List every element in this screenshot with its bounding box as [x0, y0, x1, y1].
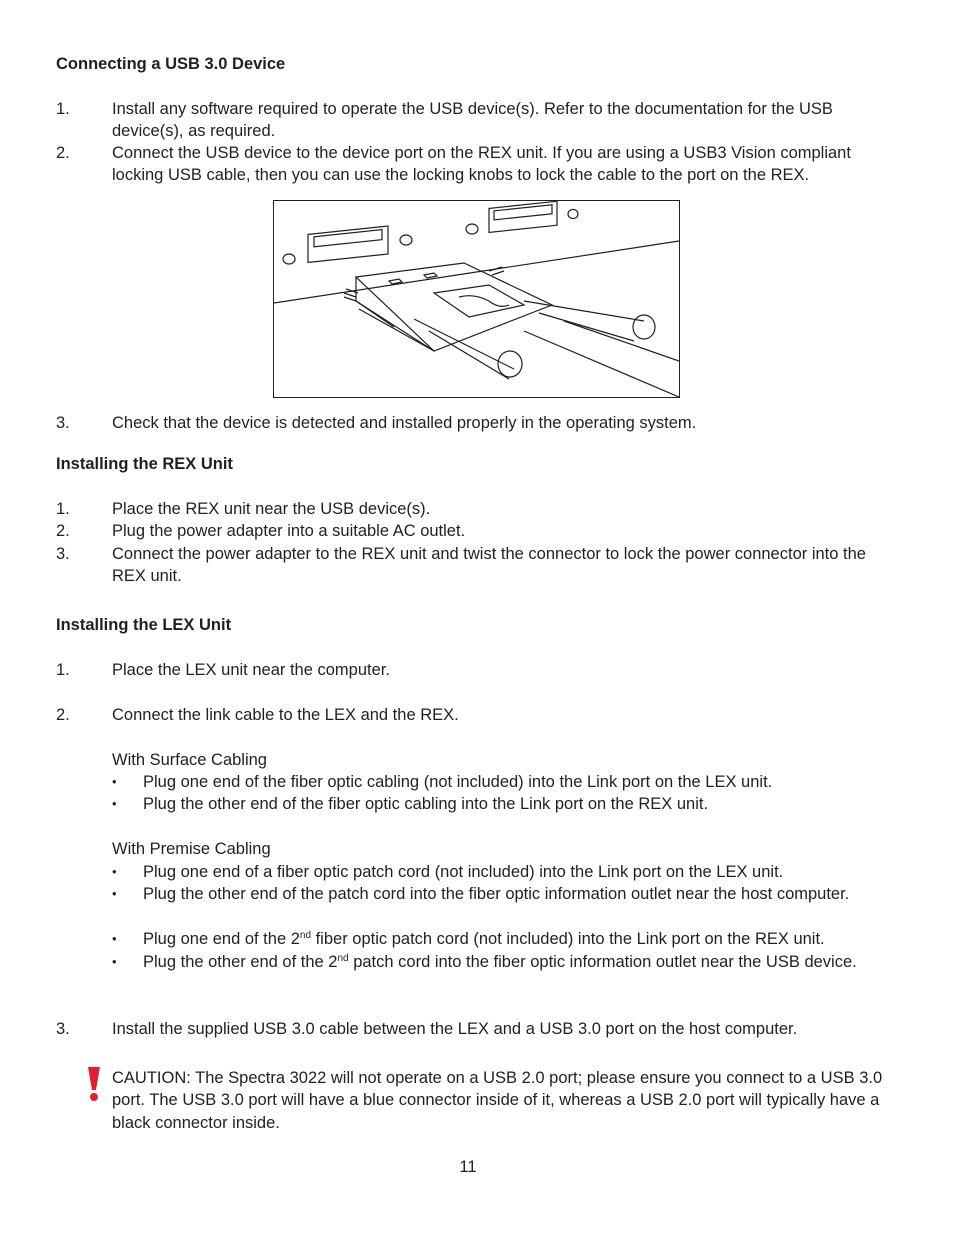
- step-number: 3.: [56, 414, 70, 432]
- page-number: 11: [459, 1158, 477, 1176]
- step-number: 1.: [56, 100, 70, 118]
- bullet-dot: •: [112, 774, 117, 789]
- step-text: Connect the power adapter to the REX unit and twist the connector to lock the power connector into the REX unit.: [112, 545, 866, 586]
- step-text: Connect the link cable to the LEX and the REX.: [112, 706, 459, 724]
- exclamation-icon: [84, 1066, 104, 1102]
- step-text: Connect the USB device to the device port on the REX unit. If you are using a USB3 Vision compliant locking USB cable, then you can use the locking knobs to lock the cable to the port on the REX.: [112, 144, 851, 185]
- bullet-dot: •: [112, 886, 117, 901]
- step-number: 3.: [56, 545, 70, 563]
- bullet-text: Plug the other end of the fiber optic cabling into the Link port on the REX unit.: [143, 795, 709, 813]
- usb-locking-cable-illustration: [273, 200, 680, 398]
- heading-installing-rex: Installing the REX Unit: [56, 455, 233, 473]
- step-text: Plug the power adapter into a suitable AC outlet.: [112, 522, 466, 540]
- bullet-dot: •: [112, 796, 117, 811]
- heading-installing-lex: Installing the LEX Unit: [56, 616, 232, 634]
- bullet-text: Plug one end of the fiber optic cabling (not included) into the Link port on the LEX unit.: [143, 773, 773, 791]
- step-number: 3.: [56, 1020, 70, 1038]
- step-number: 1.: [56, 500, 70, 518]
- bullet-text: Plug one end of the 2nd fiber optic patch cord (not included) into the Link port on the REX unit.: [143, 930, 825, 948]
- step-number: 2.: [56, 522, 70, 540]
- bullet-dot: •: [112, 954, 117, 969]
- step-text: Place the LEX unit near the computer.: [112, 661, 390, 679]
- step-number: 1.: [56, 661, 70, 679]
- surface-cabling-title: With Surface Cabling: [112, 751, 267, 769]
- step-number: 2.: [56, 144, 70, 162]
- step-text: Install the supplied USB 3.0 cable between the LEX and a USB 3.0 port on the host computer.: [112, 1020, 798, 1038]
- step-number: 2.: [56, 706, 70, 724]
- cable-drawing: [274, 201, 679, 397]
- heading-connecting-usb: Connecting a USB 3.0 Device: [56, 55, 286, 73]
- step-text: Place the REX unit near the USB device(s).: [112, 500, 431, 518]
- premise-cabling-title: With Premise Cabling: [112, 840, 271, 858]
- bullet-text: Plug the other end of the patch cord into the fiber optic information outlet near the host computer.: [143, 885, 850, 903]
- step-text: Install any software required to operate the USB device(s). Refer to the documentation for the USB device(s), as required.: [112, 100, 833, 141]
- bullet-text: Plug one end of a fiber optic patch cord (not included) into the Link port on the LEX unit.: [143, 863, 784, 881]
- bullet-dot: •: [112, 931, 117, 946]
- caution-note: CAUTION: The Spectra 3022 will not operate on a USB 2.0 port; please ensure you connect to a USB 3.0 port. The USB 3.0 port will have a blue connector inside of it, whereas a USB 2.0 port will typically have a black connector inside.: [112, 1069, 883, 1132]
- bullet-dot: •: [112, 864, 117, 879]
- step-text: Check that the device is detected and installed properly in the operating system.: [112, 414, 697, 432]
- bullet-text: Plug the other end of the 2nd patch cord into the fiber optic information outlet near the USB device.: [143, 953, 857, 971]
